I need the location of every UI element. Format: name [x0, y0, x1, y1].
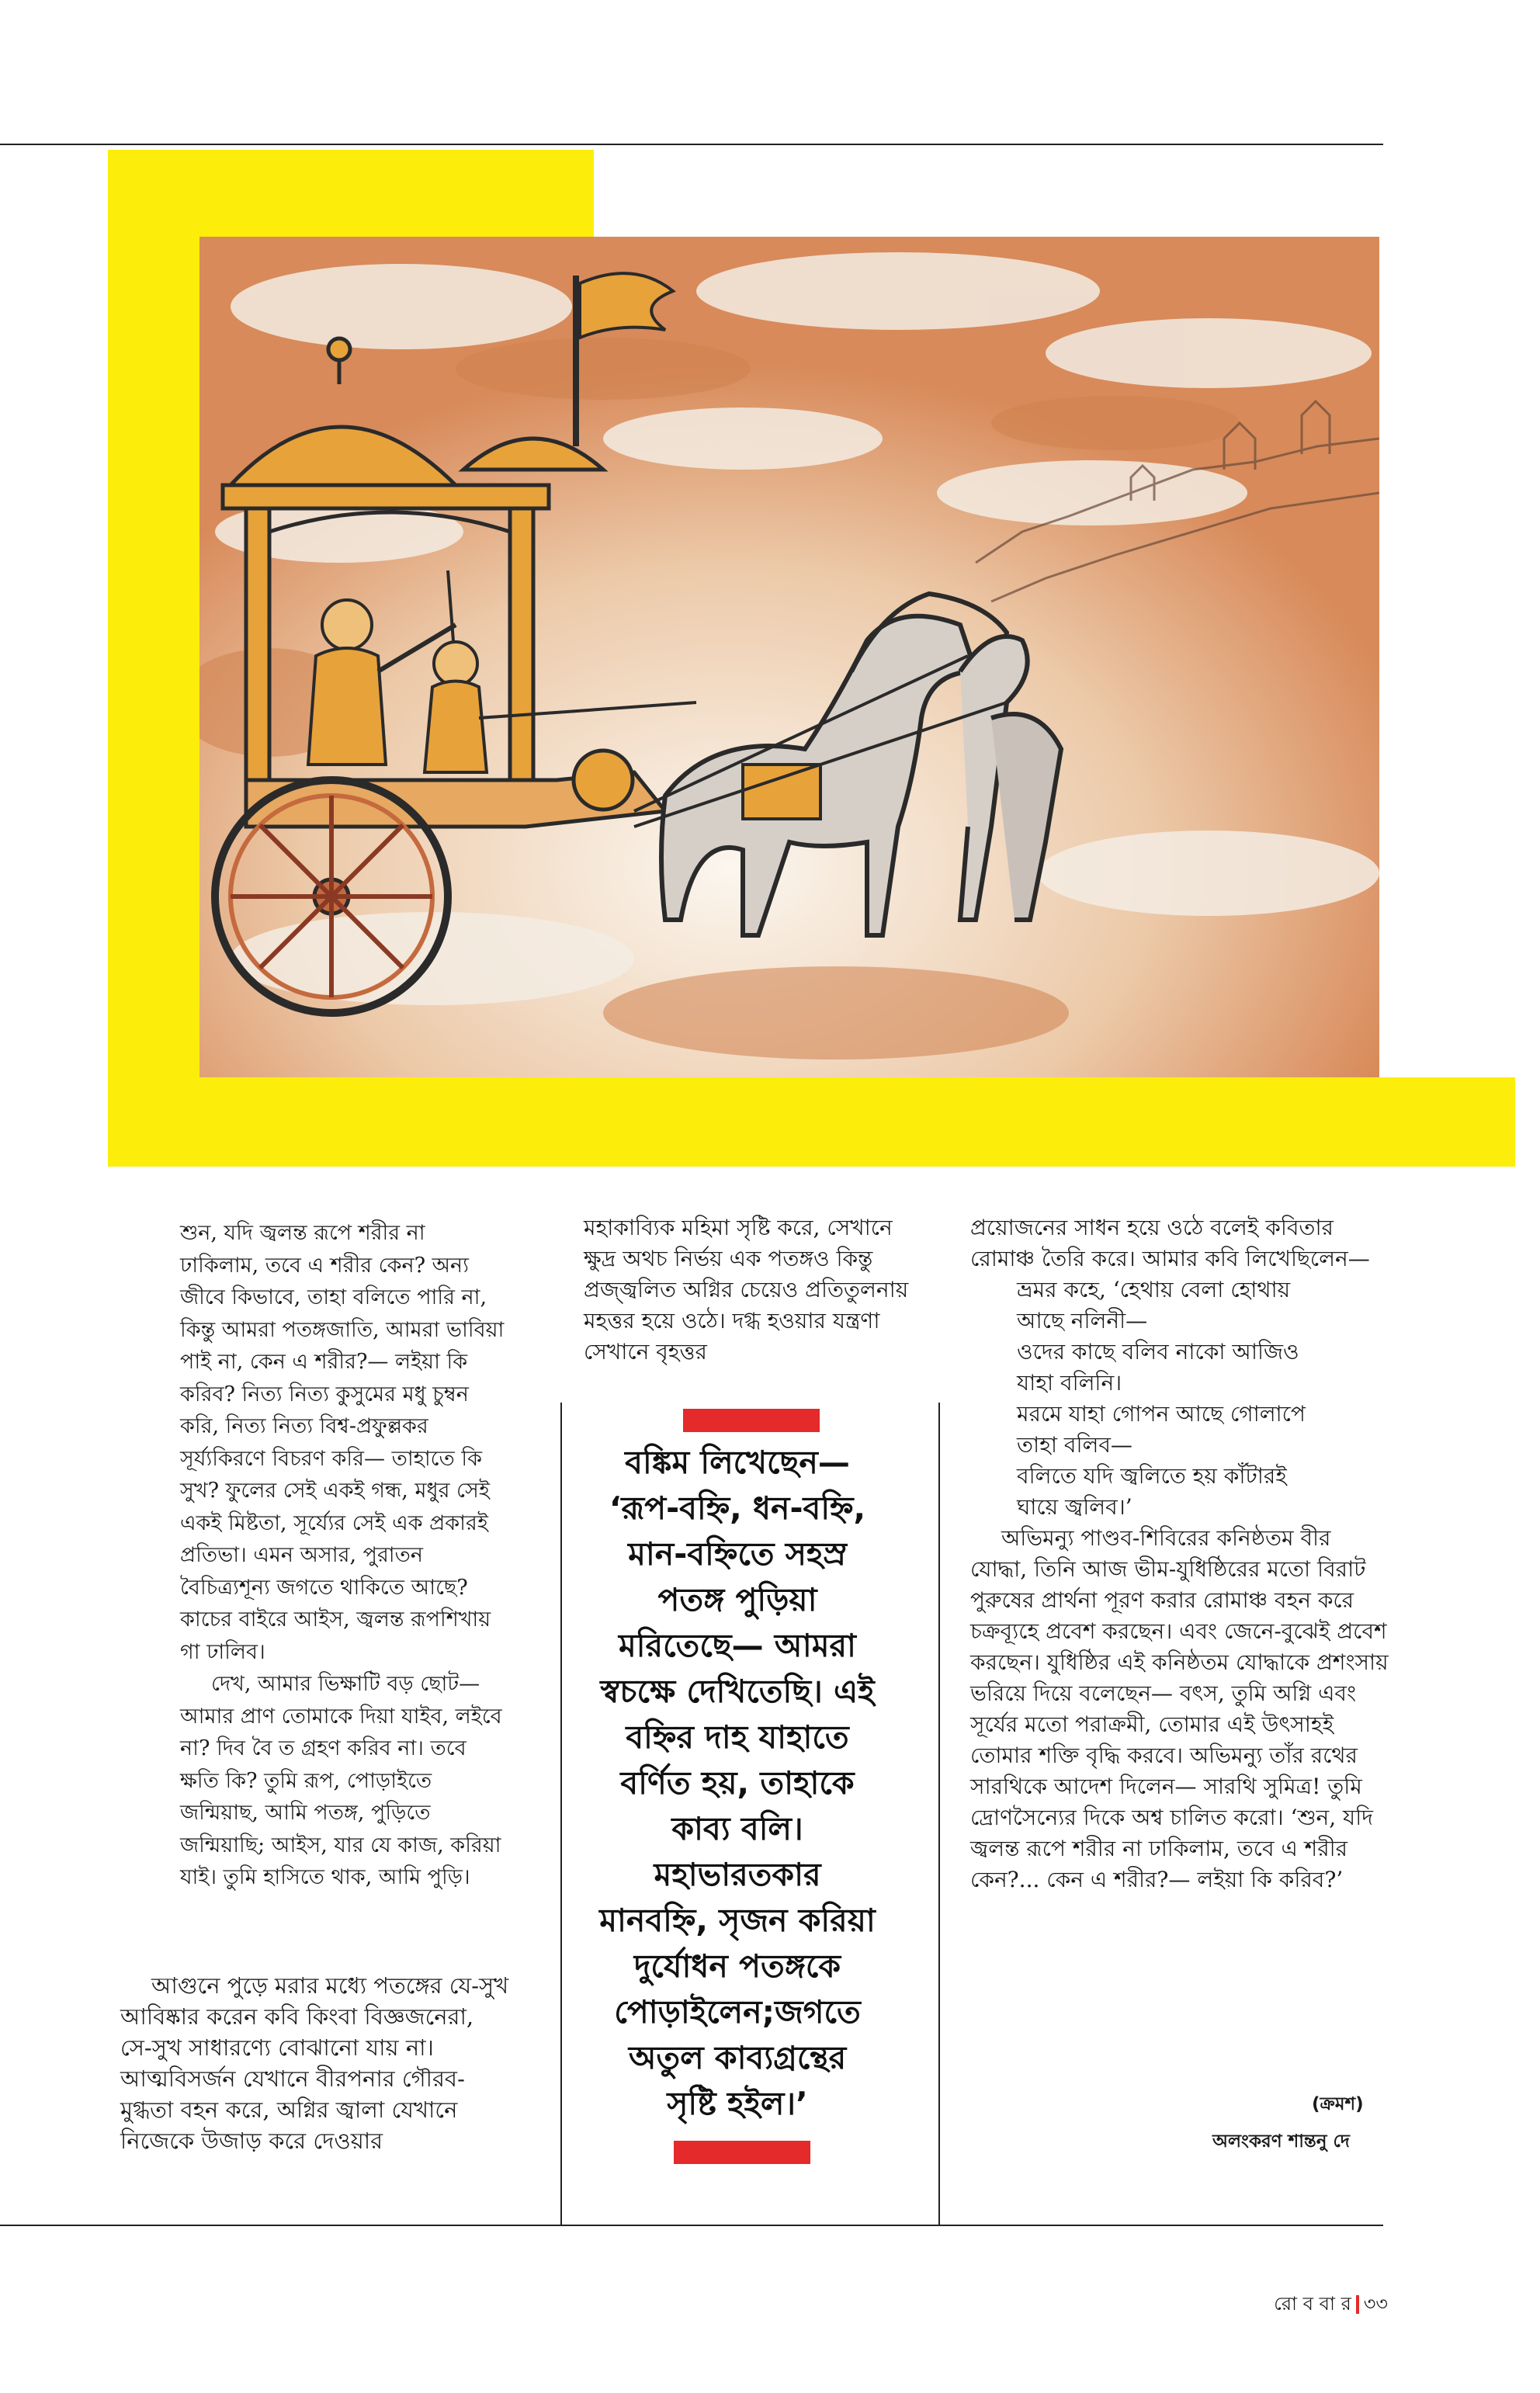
- poem-verse: [970, 1275, 1389, 1523]
- chariot-illustration: [199, 237, 1379, 1077]
- verse-line: ভ্রমর কহে, ‘হেথায় বেলা হোথায়: [1017, 1277, 1291, 1302]
- pullquote-line: দুর্যোধন পতঙ্গকে: [633, 1947, 841, 1985]
- pullquote-bottom-bar: [674, 2141, 810, 2164]
- pullquote-line: কাব্য বলি।: [671, 1810, 803, 1847]
- verse-line: আছে নলিনী—: [1017, 1308, 1148, 1333]
- column-2: [584, 1212, 929, 1368]
- pullquote-line: মানবহ্নি, সৃজন করিয়া: [599, 1902, 876, 1939]
- column-3-body: অভিমন্যু পাণ্ডব-শিবিরের কনিষ্ঠতম বীর যোদ্ধা, তিনি আজ ভীম-যুধিষ্ঠিরের মতো বিরাট পুরুষের প্রার্থনা পূরণ করার রোমাঞ্চ বহন করে চক্রব্যূহে প্রবেশ করছেন। এবং জেনে-বুঝেই প্রবেশ করছেন। যুধিষ্ঠির এই কনিষ্ঠতম যোদ্ধাকে প্রশংসায় ভরিয়ে দিয়ে বলেছেন— বৎস, তুমি অগ্নি এবং সূর্যের মতো পরাক্রমী, তোমার এই উৎসাহই তোমার শক্তি বৃদ্ধি করবে। অভিমন্যু তাঁর রথের সারথিকে আদেশ দিলেন— সারথি সুমিত্র! তুমি দ্রোণসৈন্যের দিকে অশ্ব চালিত করো। ‘শুন, যদি জ্বলন্ত রূপে শরীর না ঢাকিলাম, তবে এ শরীর কেন?... কেন এ শরীর?— লইয়া কি করিব?’: [970, 1525, 1389, 1892]
- illustration-credit: অলংকরণ শান্তনু দে: [1212, 2131, 1350, 2152]
- verse-line: তাহা বলিব—: [1017, 1432, 1132, 1458]
- top-rule: [0, 144, 1383, 145]
- page-number: ৩৩: [1363, 2293, 1388, 2315]
- pullquote: [579, 1440, 896, 2127]
- column-2-text: মহাকাব্যিক মহিমা সৃষ্টি করে, সেখানে ক্ষুদ্র অথচ নির্ভয় এক পতঙ্গও কিন্তু প্রজ্জ্বলিত অগ্নির চেয়েও প্রতিতুলনায় মহত্তর হয়ে ওঠে। দগ্ধ হওয়ার যন্ত্রণা সেখানে বৃহত্তর: [584, 1215, 909, 1365]
- column-1: [180, 1217, 506, 1894]
- column-3-intro: প্রয়োজনের সাধন হয়ে ওঠে বলেই কবিতার রোমাঞ্চ তৈরি করে। আমার কবি লিখেছিলেন—: [970, 1215, 1370, 1271]
- pullquote-line: পতঙ্গ পুড়িয়া: [657, 1581, 817, 1618]
- pullquote-line: স্বচক্ষে দেখিতেছি। এই: [600, 1673, 875, 1710]
- pullquote-line: ‘রূপ-বহ্নি, ধন-বহ্নি,: [609, 1490, 866, 1527]
- column-1-prose: [120, 1970, 512, 2156]
- column-1-para-3: আগুনে পুড়ে মরার মধ্যে পতঙ্গের যে-সুখ আবিষ্কার করেন কবি কিংবা বিজ্ঞজনেরা, সে-সুখ সাধারণ্যে বোঝানো যায় না। আত্মবিসর্জন যেখানে বীরপনার গৌরব-মুগ্ধতা বহন করে, অগ্নির জ্বালা যেখানে নিজেকে উজাড় করে দেওয়ার: [120, 1972, 509, 2154]
- pullquote-line: অতুল কাব্যগ্রন্থের: [628, 2039, 847, 2076]
- pullquote-right-rule: [938, 1403, 940, 2225]
- pullquote-line: সৃষ্টি হইল।’: [667, 2085, 808, 2122]
- column-1-para-1: শুন, যদি জ্বলন্ত রূপে শরীর না ঢাকিলাম, তবে এ শরীর কেন? অন্য জীবে কিভাবে, তাহা বলিতে পারি না, কিন্তু আমরা পতঙ্গজাতি, আমরা ভাবিয়া পাই না, কেন এ শরীর?— লইয়া কি করিব? নিত্য নিত্য কুসুমের মধু চুম্বন করি, নিত্য নিত্য বিশ্ব-প্রফুল্লকর সূর্য্যকিরণে বিচরণ করি— তাহাতে কি সুখ? ফুলের সেই একই গন্ধ, মধুর সেই একই মিষ্টতা, সূর্য্যের সেই এক প্রকারই প্রতিভা। এমন অসার, পুরাতন বৈচিত্র্যশূন্য জগতে থাকিতে আছে? কাচের বাইরে আইস, জ্বলন্ত রূপশিখায় গা ঢালিব।: [180, 1221, 505, 1664]
- pullquote-line: পোড়াইলেন;জগতে: [614, 1993, 861, 2031]
- yellow-block-bottom: [108, 1077, 1515, 1167]
- pullquote-line: মান-বহ্নিতে সহস্র: [628, 1535, 847, 1573]
- column-1-para-2: দেখ, আমার ভিক্ষাটি বড় ছোট— আমার প্রাণ তোমাকে দিয়া যাইব, লইবে না? দিব বৈ ত গ্রহণ করিব না। তবে ক্ষতি কি? তুমি রূপ, পোড়াইতে জন্মিয়াছ, আমি পতঙ্গ, পুড়িতে জন্মিয়াছি; আইস, যার যে কাজ, করিয়া যাই। তুমি হাসিতে থাক, আমি পুড়ি।: [180, 1672, 502, 1889]
- pullquote-line: মরিতেছে— আমরা: [619, 1627, 856, 1664]
- pullquote-line: বহ্নির দাহ যাহাতে: [626, 1718, 849, 1756]
- pullquote-top-bar: [683, 1409, 820, 1432]
- pullquote-line: বঙ্কিম লিখেছেন—: [625, 1444, 850, 1481]
- verse-line: ওদের কাছে বলিব নাকো আজিও: [1017, 1339, 1299, 1365]
- pullquote-line: বর্ণিত হয়, তাহাকে: [620, 1764, 855, 1802]
- verse-line: মরমে যাহা গোপন আছে গোলাপে: [1017, 1401, 1306, 1427]
- continued-label: (ক্রমশ): [1312, 2094, 1364, 2114]
- verse-line: যাহা বলিনি।: [1017, 1370, 1122, 1396]
- magazine-name: রো ব বা র: [1274, 2293, 1351, 2315]
- column-3: [970, 1212, 1389, 1895]
- verse-line: বলিতে যদি জ্বলিতে হয় কাঁটারই: [1017, 1463, 1287, 1489]
- pullquote-left-rule: [560, 1403, 562, 2225]
- page-footer: [1274, 2290, 1388, 2321]
- verse-line: ঘায়ে জ্বলিব।’: [1017, 1494, 1132, 1520]
- bottom-rule: [0, 2225, 1383, 2226]
- pullquote-line: মহাভারতকার: [654, 1856, 821, 1893]
- footer-divider: [1356, 2295, 1359, 2314]
